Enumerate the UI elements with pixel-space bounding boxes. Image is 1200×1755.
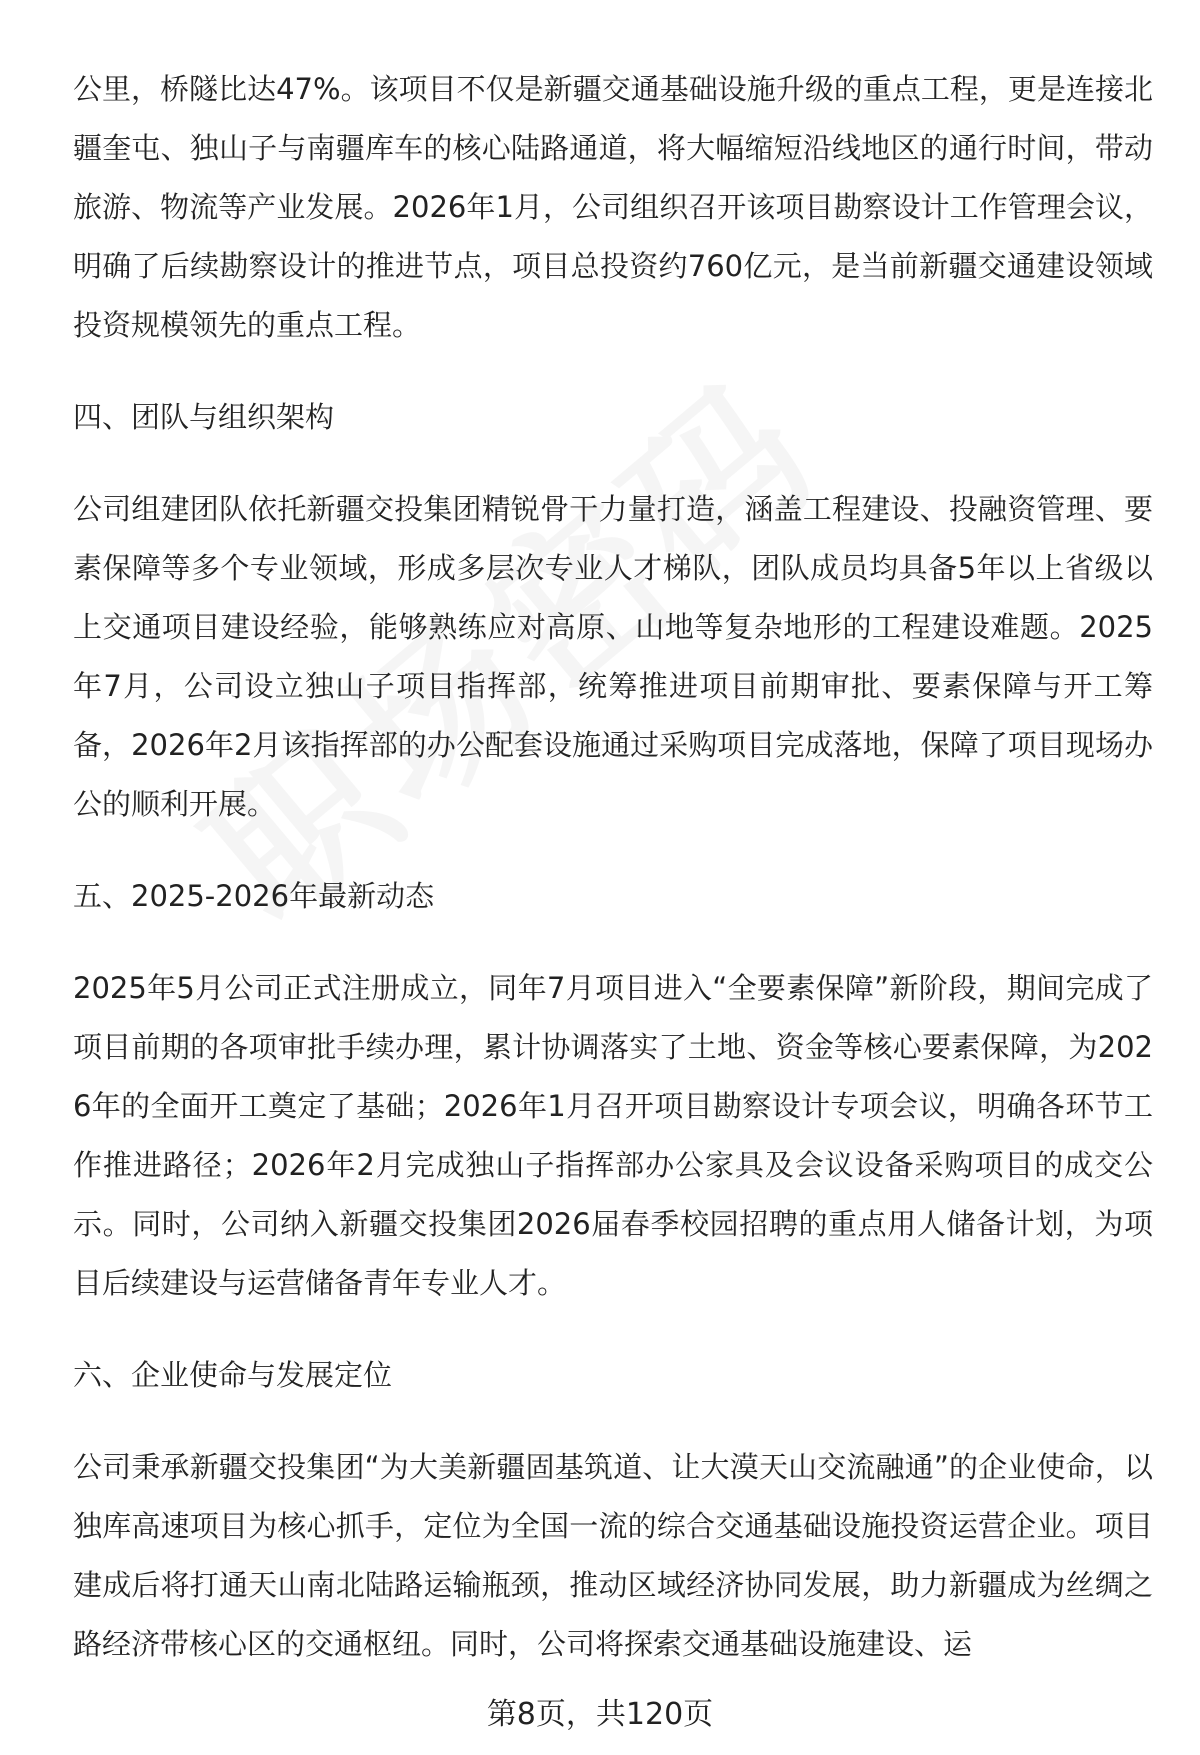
section-heading-mission: 六、企业使命与发展定位 bbox=[73, 1358, 393, 1392]
paragraph-mission: 公司秉承新疆交投集团“为大美新疆固基筑道、让大漠天山交流融通”的企业使命，以独库高速项目为核心抓手，定位为全国一流的综合交通基础设施投资运营企业。项目建成后将打通天山南北陆路运输瓶颈，推动区域经济协同发展，助力新疆成为丝绸之路经济带核心区的交通枢纽。同时，公司将探索交通基础设施建设、运 bbox=[73, 1450, 1153, 1661]
section-heading-team: 四、团队与组织架构 bbox=[73, 400, 335, 434]
page-number-footer: 第8页，共120页 bbox=[486, 1697, 714, 1732]
paragraph-project-intro: 公里，桥隧比达47%。该项目不仅是新疆交通基础设施升级的重点工程，更是连接北疆奎屯、独山子与南疆库车的核心陆路通道，将大幅缩短沿线地区的通行时间，带动旅游、物流等产业发展。2026年1月，公司组织召开该项目勘察设计工作管理会议，明确了后续勘察设计的推进节点，项目总投资约760亿元，是当前新疆交通建设领域投资规模领先的重点工程。 bbox=[73, 72, 1153, 342]
paragraph-team: 公司组建团队依托新疆交投集团精锐骨干力量打造，涵盖工程建设、投融资管理、要素保障等多个专业领域，形成多层次专业人才梯队，团队成员均具备5年以上省级以上交通项目建设经验，能够熟练应对高原、山地等复杂地形的工程建设难题。2025年7月，公司设立独山子项目指挥部，统筹推进项目前期审批、要素保障与开工筹备，2026年2月该指挥部的办公配套设施通过采购项目完成落地，保障了项目现场办公的顺利开展。 bbox=[73, 492, 1153, 821]
section-heading-news: 五、2025-2026年最新动态 bbox=[73, 879, 435, 913]
document-body bbox=[73, 60, 1153, 1707]
paragraph-news: 2025年5月公司正式注册成立，同年7月项目进入“全要素保障”新阶段，期间完成了项目前期的各项审批手续办理，累计协调落实了土地、资金等核心要素保障，为2026年的全面开工奠定了基础；2026年1月召开项目勘察设计专项会议，明确各环节工作推进路径；2026年2月完成独山子指挥部办公家具及会议设备采购项目的成交公示。同时，公司纳入新疆交投集团2026届春季校园招聘的重点用人储备计划，为项目后续建设与运营储备青年专业人才。 bbox=[73, 971, 1153, 1300]
